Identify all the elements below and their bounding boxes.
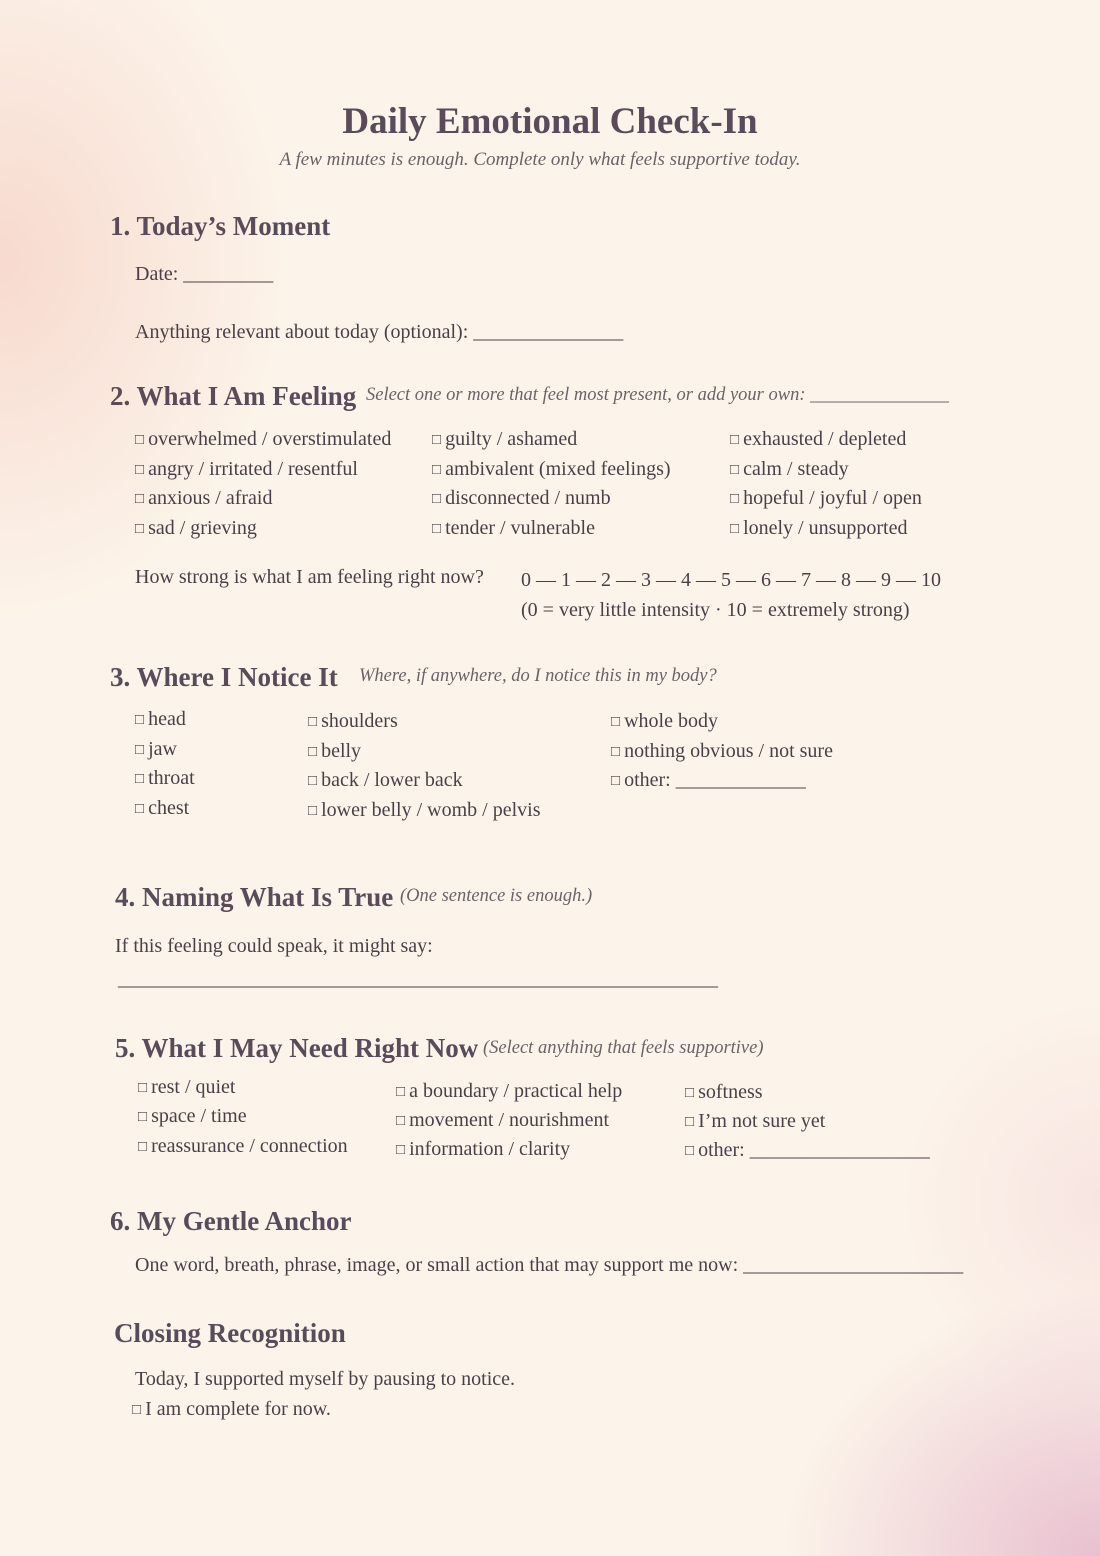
feeling-col-2 xyxy=(432,428,671,546)
strength-question: How strong is what I am feeling right now? xyxy=(135,566,484,588)
page-subtitle: A few minutes is enough. Complete only what feels supportive today. xyxy=(279,149,801,170)
need-col-2 xyxy=(396,1080,622,1167)
feeling-option[interactable] xyxy=(730,428,922,458)
need-option[interactable] xyxy=(685,1139,930,1168)
need-col-3 xyxy=(685,1081,930,1168)
need-label: rest / quiet xyxy=(151,1076,236,1098)
body-label: nothing obvious / not sure xyxy=(624,739,833,762)
need-option[interactable] xyxy=(396,1109,622,1138)
section-2-hint[interactable]: Select one or more that feel most present, or add your own: _______________ xyxy=(366,385,949,405)
relevant-field[interactable]: Anything relevant about today (optional): _______________ xyxy=(135,321,624,343)
checkbox-icon[interactable]: □ xyxy=(685,1085,695,1101)
body-label: other: _____________ xyxy=(624,769,806,791)
feeling-option[interactable] xyxy=(730,487,922,517)
need-option[interactable] xyxy=(138,1105,348,1134)
checkbox-icon[interactable]: □ xyxy=(396,1084,406,1100)
feeling-label: ambivalent (mixed feelings) xyxy=(445,457,671,480)
body-label: lower belly / womb / pelvis xyxy=(321,798,541,821)
checkbox-icon[interactable]: □ xyxy=(135,800,145,817)
body-option[interactable] xyxy=(308,740,540,770)
section-4-heading: 4. Naming What Is True xyxy=(115,882,394,912)
need-label: a boundary / practical help xyxy=(409,1080,623,1102)
checkbox-icon[interactable]: □ xyxy=(135,712,145,728)
body-option[interactable] xyxy=(135,738,195,768)
checkbox-icon[interactable]: □ xyxy=(138,1080,148,1096)
feeling-label: sad / grieving xyxy=(148,516,257,539)
body-label: shoulders xyxy=(321,710,398,732)
feeling-label: angry / irritated / resentful xyxy=(148,457,358,480)
checkbox-icon[interactable]: □ xyxy=(132,1402,142,1418)
checkbox-icon[interactable]: □ xyxy=(730,461,740,478)
body-option[interactable] xyxy=(135,797,195,827)
feeling-col-3 xyxy=(730,428,922,546)
body-label: back / lower back xyxy=(321,769,463,791)
checkbox-icon[interactable]: □ xyxy=(135,771,145,787)
feeling-label: lonely / unsupported xyxy=(743,516,908,539)
checkbox-icon[interactable]: □ xyxy=(308,802,318,819)
feeling-option[interactable] xyxy=(432,487,671,517)
checkbox-icon[interactable]: □ xyxy=(135,461,145,478)
section-5-hint: (Select anything that feels supportive) xyxy=(483,1038,764,1058)
section-4-hint: (One sentence is enough.) xyxy=(400,886,593,906)
body-option[interactable] xyxy=(611,769,833,799)
body-label: chest xyxy=(148,796,190,819)
checkbox-icon[interactable]: □ xyxy=(138,1138,148,1155)
need-option[interactable] xyxy=(138,1076,348,1105)
need-col-1 xyxy=(138,1076,348,1164)
anchor-prompt[interactable]: One word, breath, phrase, image, or small action that may support me now: ______________________ xyxy=(135,1254,964,1276)
intensity-scale[interactable]: 0 — 1 — 2 — 3 — 4 — 5 — 6 — 7 — 8 — 9 — 10 xyxy=(521,569,941,591)
need-label: other: __________________ xyxy=(698,1139,930,1161)
need-label: reassurance / connection xyxy=(151,1134,348,1157)
checkbox-icon[interactable]: □ xyxy=(730,520,740,537)
body-option[interactable] xyxy=(611,710,833,740)
feeling-option[interactable] xyxy=(432,428,671,458)
body-label: jaw xyxy=(148,737,177,760)
body-label: head xyxy=(148,708,186,730)
section-3-hint: Where, if anywhere, do I notice this in my body? xyxy=(359,666,717,686)
feeling-label: guilty / ashamed xyxy=(445,428,578,450)
body-option[interactable] xyxy=(308,769,540,799)
feeling-option[interactable] xyxy=(135,487,391,517)
checkbox-icon[interactable]: □ xyxy=(611,773,621,789)
feeling-speaks-line[interactable]: ____________________________________________________________ xyxy=(118,968,718,990)
feeling-label: disconnected / numb xyxy=(445,487,611,509)
feeling-option[interactable] xyxy=(135,458,391,488)
closing-heading: Closing Recognition xyxy=(114,1318,346,1348)
page-title: Daily Emotional Check-In xyxy=(342,101,758,142)
checkbox-icon[interactable]: □ xyxy=(432,432,442,448)
checkbox-icon[interactable]: □ xyxy=(685,1114,695,1130)
body-option[interactable] xyxy=(611,740,833,770)
section-2-heading: 2. What I Am Feeling xyxy=(110,381,357,411)
checkbox-icon[interactable]: □ xyxy=(432,461,442,478)
intensity-scale-note: (0 = very little intensity · 10 = extremely strong) xyxy=(521,599,910,621)
checkbox-icon[interactable]: □ xyxy=(308,743,318,760)
feeling-label: overwhelmed / overstimulated xyxy=(148,428,392,450)
checkbox-icon[interactable]: □ xyxy=(432,491,442,507)
feeling-option[interactable] xyxy=(432,458,671,488)
feeling-option[interactable] xyxy=(730,458,922,488)
checkbox-icon[interactable]: □ xyxy=(135,741,145,758)
section-1-heading: 1. Today’s Moment xyxy=(110,211,331,241)
need-label: information / clarity xyxy=(409,1138,571,1160)
complete-label: I am complete for now. xyxy=(145,1398,331,1420)
section-3-heading: 3. Where I Notice It xyxy=(110,662,338,692)
need-option[interactable] xyxy=(685,1110,930,1139)
feeling-option[interactable] xyxy=(135,517,391,547)
need-label: I’m not sure yet xyxy=(698,1110,826,1132)
checkbox-icon[interactable]: □ xyxy=(611,714,621,730)
body-label: belly xyxy=(321,739,362,762)
checkbox-icon[interactable]: □ xyxy=(396,1142,406,1158)
checkbox-icon[interactable]: □ xyxy=(138,1109,148,1126)
need-label: space / time xyxy=(151,1105,247,1128)
checkbox-icon[interactable]: □ xyxy=(308,714,318,730)
body-option[interactable] xyxy=(308,710,540,740)
checkbox-icon[interactable]: □ xyxy=(308,773,318,789)
body-label: throat xyxy=(148,767,195,789)
checkbox-icon[interactable]: □ xyxy=(135,432,145,448)
feeling-label: tender / vulnerable xyxy=(445,516,595,539)
checkbox-icon[interactable]: □ xyxy=(730,491,740,507)
checkbox-icon[interactable]: □ xyxy=(685,1143,695,1159)
closing-line: Today, I supported myself by pausing to notice. xyxy=(135,1368,516,1390)
body-label: whole body xyxy=(624,710,718,732)
feeling-label: exhausted / depleted xyxy=(743,428,907,450)
body-col-2 xyxy=(308,710,540,828)
section-5-heading: 5. What I May Need Right Now xyxy=(115,1033,479,1063)
feeling-label: hopeful / joyful / open xyxy=(743,487,922,509)
checkbox-icon[interactable]: □ xyxy=(611,743,621,760)
feeling-option[interactable] xyxy=(432,517,671,547)
checkbox-icon[interactable]: □ xyxy=(396,1113,406,1129)
feeling-option[interactable] xyxy=(730,517,922,547)
need-option[interactable] xyxy=(396,1138,622,1167)
checkbox-icon[interactable]: □ xyxy=(135,491,145,507)
checkbox-icon[interactable]: □ xyxy=(432,520,442,537)
body-col-1 xyxy=(135,708,195,826)
section-6-heading: 6. My Gentle Anchor xyxy=(110,1206,352,1236)
body-col-3 xyxy=(611,710,833,799)
feeling-option[interactable] xyxy=(135,428,391,458)
need-label: softness xyxy=(698,1081,763,1103)
checkbox-icon[interactable]: □ xyxy=(135,520,145,537)
checkbox-icon[interactable]: □ xyxy=(730,432,740,448)
complete-option[interactable] xyxy=(132,1398,331,1421)
body-option[interactable] xyxy=(308,799,540,829)
feeling-label: calm / steady xyxy=(743,457,849,480)
feeling-col-1 xyxy=(135,428,391,546)
body-option[interactable] xyxy=(135,708,195,738)
body-option[interactable] xyxy=(135,767,195,797)
need-label: movement / nourishment xyxy=(409,1109,610,1131)
need-option[interactable] xyxy=(685,1081,930,1110)
need-option[interactable] xyxy=(396,1080,622,1109)
need-option[interactable] xyxy=(138,1135,348,1164)
feeling-speaks-prompt: If this feeling could speak, it might say: xyxy=(115,935,433,957)
feeling-label: anxious / afraid xyxy=(148,487,273,509)
date-field[interactable]: Date: _________ xyxy=(135,263,274,285)
